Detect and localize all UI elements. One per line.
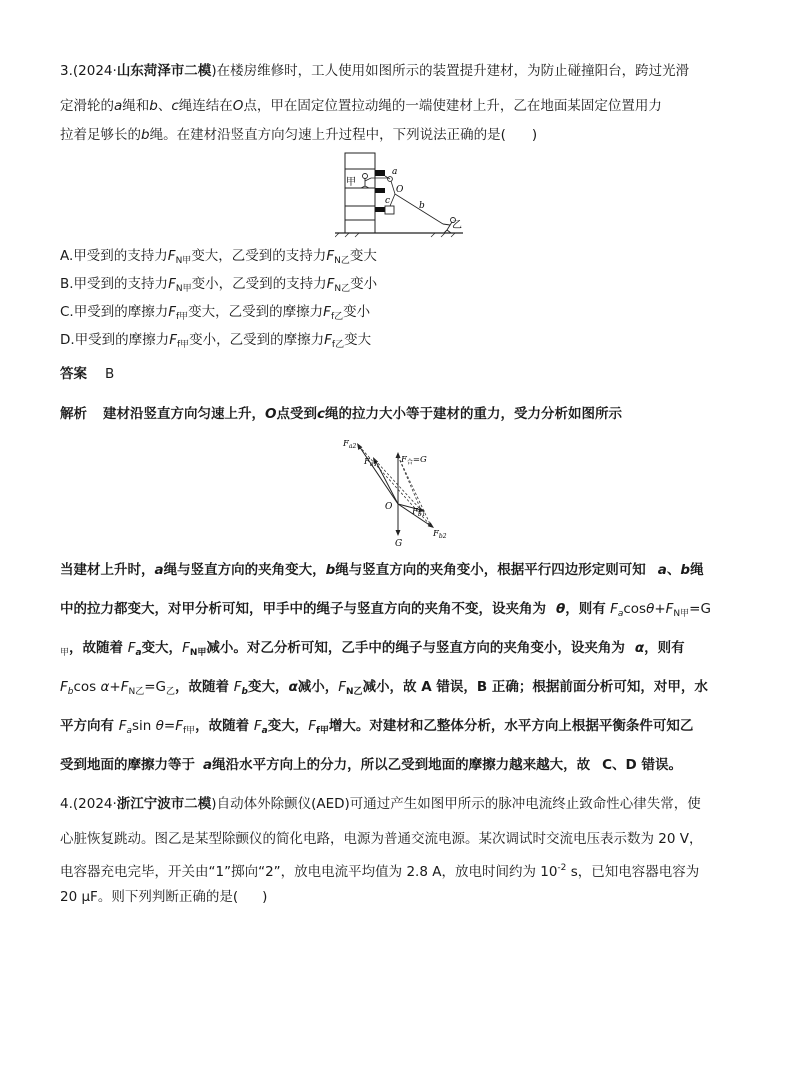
q3-line-3: 拉着足够长的b绳。在建材沿竖直方向匀速上升过程中，下列说法正确的是( ) (60, 127, 538, 143)
label-Fa1: F (364, 457, 370, 467)
pulley-setup-figure (335, 150, 465, 238)
svg-text:Fa2: $F_{a2}$ (343, 439, 357, 450)
option-B[interactable]: B.甲受到的支持力$F_{N甲}$变小，乙受到的支持力$F_{N乙}$变小 (60, 276, 378, 294)
label-Fa2: F (343, 439, 349, 449)
analysis-line-3: 中的拉力都变大，对甲分析可知，甲手中的绳子与竖直方向的夹角不变，设夹角为 θ，则有 $F_a\cos\theta+F_{N甲}=G$ (60, 601, 711, 619)
option-D[interactable]: D.甲受到的摩擦力$F_{f甲}$变小，乙受到的摩擦力$F_{f乙}$变大 (60, 332, 372, 350)
label-O: O (396, 185, 404, 195)
answer-value: B (105, 366, 115, 382)
svg-text:Fa1: $F_{a1}$ (364, 457, 378, 468)
q4-line-1: 4.(2024·浙江宁波市二模)自动体外除颤仪(AED)可通过产生如图甲所示的脉冲电流终止致命性心律失常，使 (60, 796, 701, 812)
label-Fb2: F (433, 529, 439, 539)
q4-source: 浙江宁波市二模 (116, 796, 212, 812)
option-A[interactable]: A.甲受到的支持力$F_{N甲}$变大，乙受到的支持力$F_{N乙}$变大 (60, 248, 377, 266)
force-diagram (335, 432, 465, 550)
q4-line-2: 心脏恢复跳动。图乙是某型除颤仪的简化电路，电源为普通交流电源。某次调试时交流电压表示数为 20 V， (60, 831, 703, 847)
label-O-force: O (385, 502, 393, 512)
analysis-line-7: 受到地面的摩擦力等于 a绳沿水平方向上的分力，所以乙受到地面的摩擦力越来越大，故 C、D 错误。 (60, 757, 682, 773)
label-Fb1: F (412, 507, 418, 517)
label-Fhe: F (401, 455, 407, 465)
q4-line-3: 电容器充电完毕，开关由“1”掷向“2”，放电电流平均值为 2.8 A，放电时间约为 $10^{-2}$ s，已知电容器电容为 (60, 863, 700, 880)
label-G: G (395, 539, 403, 549)
analysis-line-1: 解析 建材沿竖直方向匀速上升，O点受到c绳的拉力大小等于建材的重力，受力分析如图所示 (60, 406, 622, 422)
analysis-line-6: 平方向有 $F_a\sin$ $\theta=F_{f甲}$，故随着 $F_a$变大，$F_{f甲}$增大。对建材和乙整体分析，水平方向上根据平衡条件可知乙 (60, 718, 694, 736)
option-C[interactable]: C.甲受到的摩擦力$F_{f甲}$变大，乙受到的摩擦力$F_{f乙}$变小 (60, 304, 371, 322)
answer-label: 答案 (60, 366, 87, 382)
analysis-line-4: $_甲$，故随着 $F_a$变大，$F_{N甲}$减小。对乙分析可知，乙手中的绳子与竖直方向的夹角变小，设夹角为 α，则有 (60, 640, 685, 658)
label-b: b (419, 201, 425, 211)
svg-text:Fb2: $F_{b2}$ (433, 529, 447, 540)
label-c: c (385, 196, 391, 206)
q3-line-2: 定滑轮的a绳和b、c绳连结在O点，甲在固定位置拉动绳的一端使建材上升，乙在地面某固定位置用力 (60, 98, 662, 114)
q3-source: 山东菏泽市二模 (116, 63, 212, 79)
q3-line-1: 3.(2024·山东菏泽市二模)在楼房维修时，工人使用如图所示的装置提升建材，为防止碰撞阳台，跨过光滑 (60, 63, 690, 79)
analysis-label: 解析 (60, 406, 87, 422)
q4-line-4: 20 μF。则下列判断正确的是( ) (60, 889, 268, 905)
svg-text:F合=G: $F_合=G$ (401, 455, 427, 466)
answer-line (60, 364, 750, 384)
label-jia: 甲 (346, 177, 356, 188)
label-a: a (392, 167, 398, 177)
analysis-line-5: $F_b\cos$ $\alpha+F_{N乙}=G_乙$，故随着 $F_b$变大，α减小，$F_{N乙}$减小，故 A 错误，B 正确；根据前面分析可知，对甲，水 (60, 679, 708, 697)
svg-text:Fb1: $F_{b1}$ (412, 507, 426, 518)
label-yi: 乙 (452, 220, 462, 231)
analysis-line-2: 当建材上升时，a绳与竖直方向的夹角变大，b绳与竖直方向的夹角变小，根据平行四边形定则可知 a、b绳 (60, 562, 704, 578)
